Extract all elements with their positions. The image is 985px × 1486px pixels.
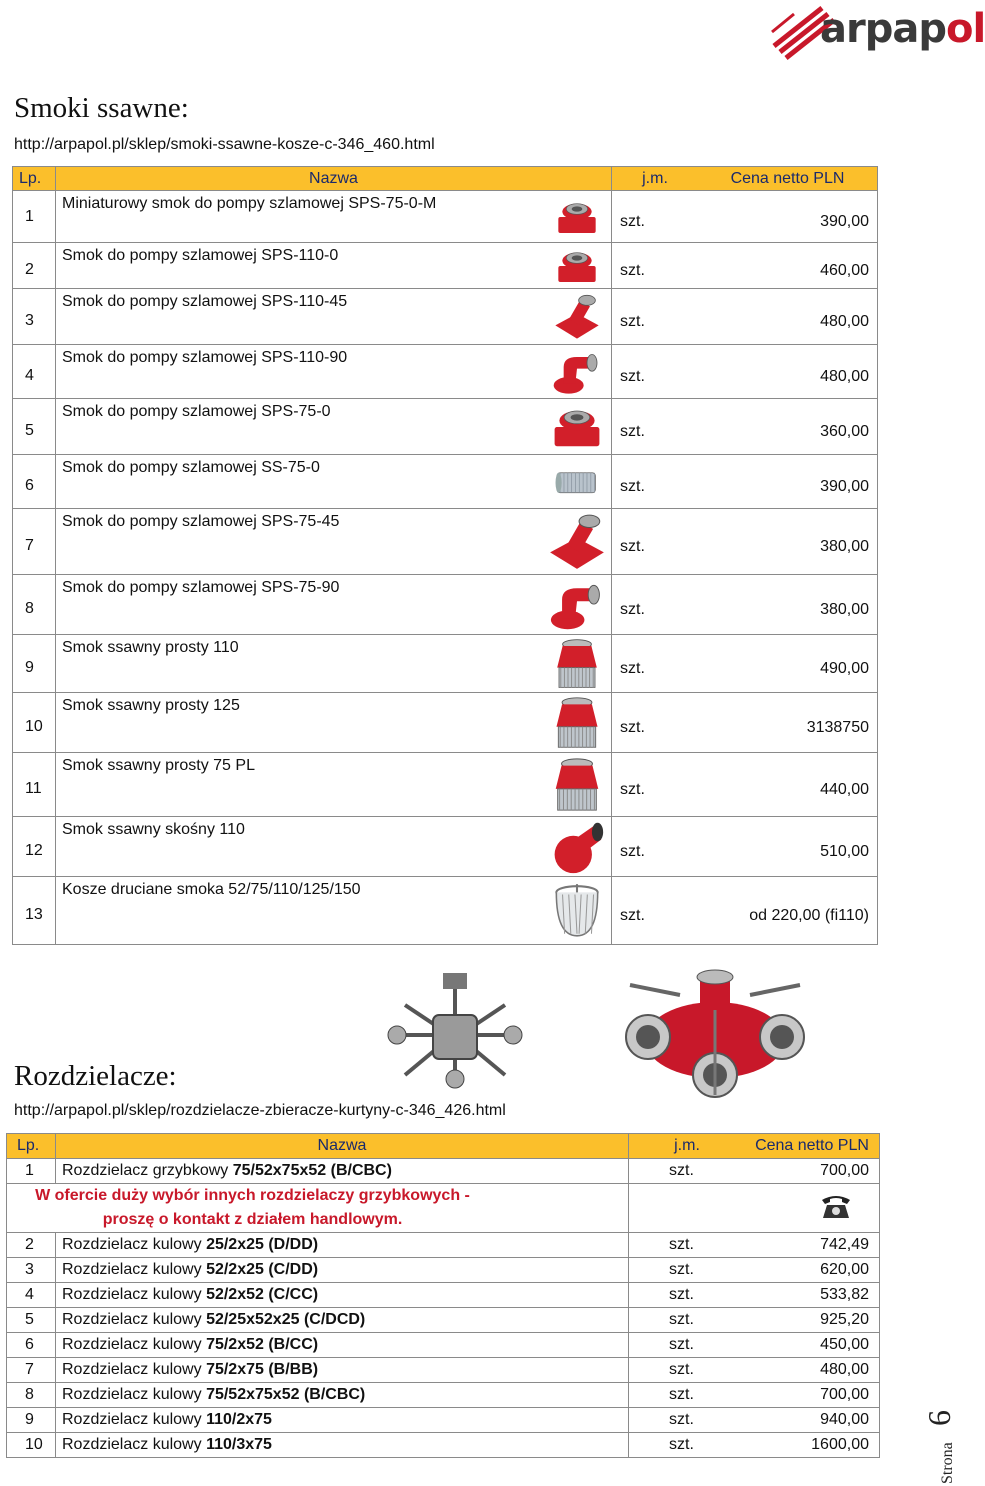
product-image bbox=[545, 197, 609, 237]
table-row bbox=[7, 1333, 880, 1358]
table-row bbox=[7, 1308, 880, 1333]
row-number: 2 bbox=[7, 1233, 56, 1258]
mushroom-distributor-image bbox=[620, 965, 810, 1105]
table-row bbox=[13, 509, 878, 575]
row-price: od 220,00 (fi110) bbox=[698, 877, 878, 945]
row-number: 11 bbox=[13, 753, 56, 817]
row-name-cell bbox=[56, 509, 612, 575]
row-image bbox=[545, 246, 609, 291]
table-row bbox=[13, 575, 878, 635]
row-number: 7 bbox=[13, 509, 56, 575]
row-name: Rozdzielacz kulowy 52/2x25 (C/DD) bbox=[56, 1258, 629, 1283]
row-image bbox=[545, 819, 609, 880]
row-name-cell bbox=[56, 191, 612, 243]
row-number: 5 bbox=[7, 1308, 56, 1333]
row-unit: szt. bbox=[629, 1333, 746, 1358]
header-name: Nazwa bbox=[56, 1134, 629, 1159]
row-unit: szt. bbox=[629, 1383, 746, 1408]
row-unit: szt. bbox=[612, 399, 699, 455]
row-number: 2 bbox=[13, 243, 56, 289]
row-price: 3138750 bbox=[698, 693, 878, 753]
row-price: 533,82 bbox=[745, 1283, 880, 1308]
row-price: 742,49 bbox=[745, 1233, 880, 1258]
row-unit: szt. bbox=[629, 1233, 746, 1258]
row-unit: szt. bbox=[612, 693, 699, 753]
row-name-cell bbox=[56, 243, 612, 289]
table-row bbox=[7, 1159, 880, 1184]
row-image bbox=[545, 880, 609, 947]
table-row bbox=[7, 1233, 880, 1258]
section-title-smoki: Smoki ssawne: bbox=[14, 92, 189, 124]
table-row bbox=[7, 1408, 880, 1433]
row-name: Rozdzielacz kulowy 25/2x25 (D/DD) bbox=[56, 1233, 629, 1258]
row-price: 480,00 bbox=[698, 345, 878, 399]
table-row bbox=[13, 243, 878, 289]
row-unit: szt. bbox=[629, 1258, 746, 1283]
row-number: 13 bbox=[13, 877, 56, 945]
row-name: Rozdzielacz grzybkowy 75/52x75x52 (B/CBC) bbox=[56, 1159, 629, 1184]
row-name-cell bbox=[56, 877, 612, 945]
row-number: 10 bbox=[13, 693, 56, 753]
page-number-label bbox=[920, 1400, 960, 1486]
table-row bbox=[13, 455, 878, 509]
row-unit: szt. bbox=[629, 1159, 746, 1184]
row-name-cell bbox=[56, 575, 612, 635]
row-name: Rozdzielacz kulowy 110/3x75 bbox=[56, 1433, 629, 1458]
row-image bbox=[545, 459, 609, 510]
row-number: 4 bbox=[7, 1283, 56, 1308]
note-row bbox=[7, 1184, 880, 1233]
table-row bbox=[13, 345, 878, 399]
header-unit: j.m. bbox=[612, 167, 699, 191]
row-price: 480,00 bbox=[745, 1358, 880, 1383]
row-unit: szt. bbox=[629, 1308, 746, 1333]
row-unit: szt. bbox=[612, 243, 699, 289]
table-row bbox=[13, 191, 878, 243]
product-image bbox=[545, 403, 609, 451]
row-unit: szt. bbox=[612, 575, 699, 635]
table-header-row bbox=[13, 167, 878, 191]
product-image bbox=[545, 511, 609, 573]
row-number: 3 bbox=[7, 1258, 56, 1283]
product-image bbox=[545, 695, 609, 751]
row-image bbox=[545, 695, 609, 756]
row-name: Smok ssawny prosty 110 bbox=[62, 639, 239, 656]
ball-valve-distributor-image bbox=[385, 965, 525, 1095]
telephone-icon bbox=[819, 1192, 853, 1220]
row-number: 1 bbox=[13, 191, 56, 243]
row-price: 390,00 bbox=[698, 455, 878, 509]
contact-note: W ofercie duży wybór innych rozdzielaczy grzybkowych - proszę o kontakt z działem handlowym. bbox=[7, 1184, 629, 1233]
row-unit: szt. bbox=[612, 509, 699, 575]
table-row bbox=[13, 399, 878, 455]
table-row bbox=[13, 877, 878, 945]
row-unit: szt. bbox=[629, 1358, 746, 1383]
header-price: Cena netto PLN bbox=[745, 1134, 880, 1159]
product-image bbox=[545, 577, 609, 633]
row-unit: szt. bbox=[612, 635, 699, 693]
row-unit: szt. bbox=[612, 345, 699, 399]
row-price: 360,00 bbox=[698, 399, 878, 455]
row-image bbox=[545, 197, 609, 242]
product-image bbox=[545, 756, 609, 814]
row-unit: szt. bbox=[612, 877, 699, 945]
product-image bbox=[545, 819, 609, 875]
table-row bbox=[7, 1258, 880, 1283]
strainers-table bbox=[12, 166, 878, 945]
row-price: 490,00 bbox=[698, 635, 878, 693]
row-name-cell bbox=[56, 399, 612, 455]
row-name-cell bbox=[56, 345, 612, 399]
row-price: 620,00 bbox=[745, 1258, 880, 1283]
row-price: 925,20 bbox=[745, 1308, 880, 1333]
row-unit: szt. bbox=[612, 455, 699, 509]
row-name: Rozdzielacz kulowy 75/2x52 (B/CC) bbox=[56, 1333, 629, 1358]
table-row bbox=[7, 1283, 880, 1308]
row-image bbox=[545, 637, 609, 696]
row-number: 9 bbox=[13, 635, 56, 693]
page-word-text: Strona bbox=[939, 1442, 956, 1484]
row-unit: szt. bbox=[612, 753, 699, 817]
product-image bbox=[545, 246, 609, 286]
table-row bbox=[7, 1383, 880, 1408]
row-name-cell bbox=[56, 817, 612, 877]
table-row bbox=[13, 289, 878, 345]
row-price: 380,00 bbox=[698, 509, 878, 575]
row-name: Smok do pompy szlamowej SPS-75-0 bbox=[62, 403, 331, 420]
row-price: 380,00 bbox=[698, 575, 878, 635]
row-price: 940,00 bbox=[745, 1408, 880, 1433]
row-number: 1 bbox=[7, 1159, 56, 1184]
row-number: 3 bbox=[13, 289, 56, 345]
page-number-text: 6 bbox=[921, 1410, 957, 1426]
header-lp: Lp. bbox=[13, 167, 56, 191]
row-name: Smok ssawny prosty 125 bbox=[62, 697, 240, 714]
row-price: 700,00 bbox=[745, 1159, 880, 1184]
row-name-cell bbox=[56, 455, 612, 509]
row-name: Rozdzielacz kulowy 75/2x75 (B/BB) bbox=[56, 1358, 629, 1383]
product-image bbox=[545, 880, 609, 942]
row-name: Smok do pompy szlamowej SS-75-0 bbox=[62, 459, 320, 476]
row-price: 700,00 bbox=[745, 1383, 880, 1408]
product-image bbox=[545, 637, 609, 691]
table-row bbox=[13, 635, 878, 693]
table-row bbox=[7, 1358, 880, 1383]
row-price: 460,00 bbox=[698, 243, 878, 289]
row-number: 12 bbox=[13, 817, 56, 877]
row-number: 7 bbox=[7, 1358, 56, 1383]
row-price: 510,00 bbox=[698, 817, 878, 877]
row-name: Smok ssawny prosty 75 PL bbox=[62, 757, 255, 774]
row-number: 6 bbox=[7, 1333, 56, 1358]
header-unit: j.m. bbox=[629, 1134, 746, 1159]
row-image bbox=[545, 756, 609, 819]
row-unit: szt. bbox=[612, 191, 699, 243]
section-url-smoki[interactable]: http://arpapol.pl/sklep/smoki-ssawne-kosze-c-346_460.html bbox=[14, 136, 435, 153]
row-name-cell bbox=[56, 289, 612, 345]
table-row bbox=[13, 753, 878, 817]
section-url-rozdzielacze[interactable]: http://arpapol.pl/sklep/rozdzielacze-zbieracze-kurtyny-c-346_426.html bbox=[14, 1102, 506, 1119]
row-unit: szt. bbox=[612, 289, 699, 345]
row-name: Smok do pompy szlamowej SPS-75-45 bbox=[62, 513, 340, 530]
row-number: 8 bbox=[13, 575, 56, 635]
row-image bbox=[545, 577, 609, 638]
row-name: Smok do pompy szlamowej SPS-110-90 bbox=[62, 349, 348, 366]
row-name: Smok ssawny skośny 110 bbox=[62, 821, 245, 838]
row-price: 390,00 bbox=[698, 191, 878, 243]
row-name-cell bbox=[56, 635, 612, 693]
row-price: 480,00 bbox=[698, 289, 878, 345]
row-name: Rozdzielacz kulowy 110/2x75 bbox=[56, 1408, 629, 1433]
table-row bbox=[7, 1433, 880, 1458]
row-unit: szt. bbox=[629, 1283, 746, 1308]
section-title-rozdzielacze: Rozdzielacze: bbox=[14, 1060, 177, 1092]
distributors-table bbox=[6, 1133, 880, 1458]
phone-cell bbox=[629, 1184, 880, 1233]
product-image bbox=[545, 459, 609, 505]
row-name: Smok do pompy szlamowej SPS-110-0 bbox=[62, 247, 339, 264]
row-unit: szt. bbox=[629, 1433, 746, 1458]
row-name: Rozdzielacz kulowy 52/2x52 (C/CC) bbox=[56, 1283, 629, 1308]
row-number: 5 bbox=[13, 399, 56, 455]
row-image bbox=[545, 292, 609, 347]
row-unit: szt. bbox=[612, 817, 699, 877]
row-name: Smok do pompy szlamowej SPS-110-45 bbox=[62, 293, 348, 310]
header-price: Cena netto PLN bbox=[698, 167, 878, 191]
row-name: Miniaturowy smok do pompy szlamowej SPS-75-0-M bbox=[62, 195, 437, 212]
row-number: 6 bbox=[13, 455, 56, 509]
row-name: Smok do pompy szlamowej SPS-75-90 bbox=[62, 579, 340, 596]
row-price: 1600,00 bbox=[745, 1433, 880, 1458]
row-name: Rozdzielacz kulowy 75/52x75x52 (B/CBC) bbox=[56, 1383, 629, 1408]
row-number: 10 bbox=[7, 1433, 56, 1458]
row-name: Rozdzielacz kulowy 52/25x52x25 (C/DCD) bbox=[56, 1308, 629, 1333]
row-name: Kosze druciane smoka 52/75/110/125/150 bbox=[62, 881, 361, 898]
header-name: Nazwa bbox=[56, 167, 612, 191]
row-unit: szt. bbox=[629, 1408, 746, 1433]
table-header-row bbox=[7, 1134, 880, 1159]
row-number: 9 bbox=[7, 1408, 56, 1433]
row-image bbox=[545, 403, 609, 456]
header-lp: Lp. bbox=[7, 1134, 56, 1159]
row-number: 8 bbox=[7, 1383, 56, 1408]
arpapol-logo-text[interactable]: arpapol bbox=[820, 6, 985, 52]
row-image bbox=[545, 347, 609, 402]
table-row bbox=[13, 817, 878, 877]
table-row bbox=[13, 693, 878, 753]
row-image bbox=[545, 511, 609, 578]
row-price: 440,00 bbox=[698, 753, 878, 817]
product-image bbox=[545, 292, 609, 342]
row-number: 4 bbox=[13, 345, 56, 399]
row-name-cell bbox=[56, 693, 612, 753]
row-price: 450,00 bbox=[745, 1333, 880, 1358]
product-image bbox=[545, 347, 609, 397]
row-name-cell bbox=[56, 753, 612, 817]
